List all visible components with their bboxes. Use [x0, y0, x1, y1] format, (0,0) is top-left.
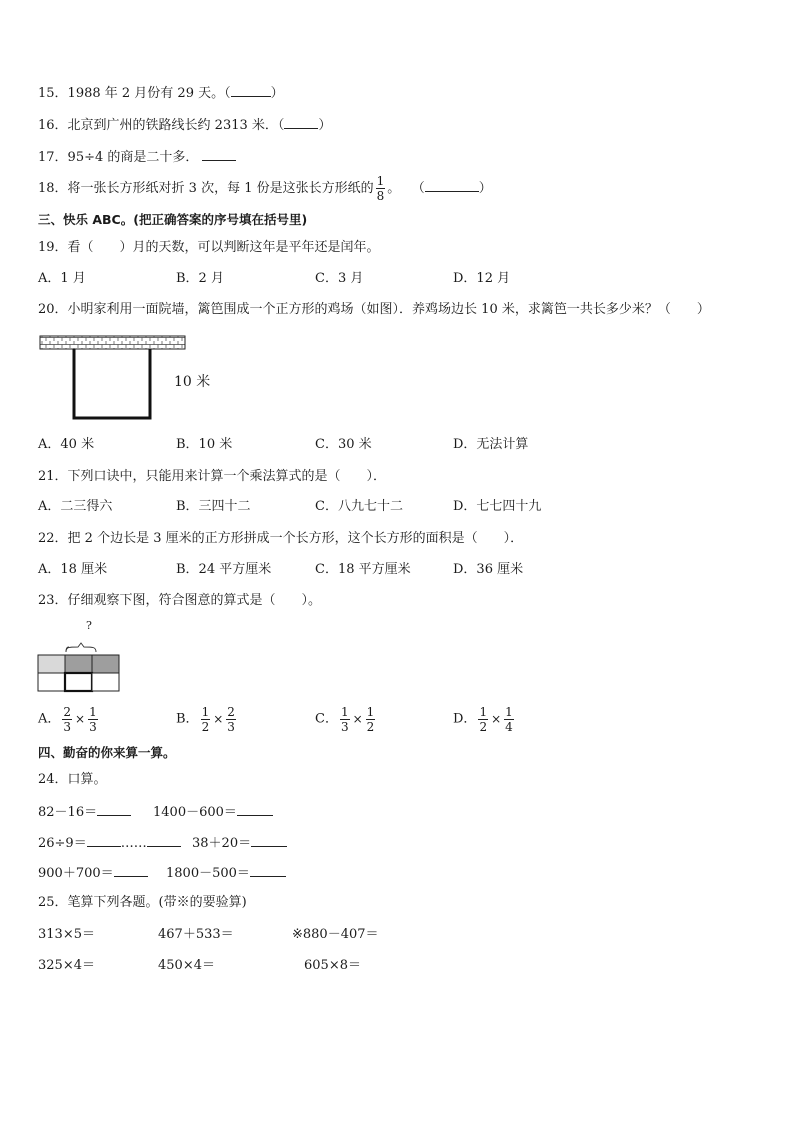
oral-calc-item: 38＋20＝: [192, 834, 287, 852]
grid-cell: [38, 673, 65, 691]
written-calc-item: 467＋533＝: [158, 927, 234, 942]
fence-shape: [74, 349, 150, 418]
written-calc-item: 313×5＝: [38, 927, 95, 942]
option-a[interactable]: A．40 米: [38, 437, 95, 452]
option-c[interactable]: C．3 月: [315, 271, 364, 286]
fraction: $\frac{1}{2}$: [479, 704, 488, 734]
option-c[interactable]: C． $\frac{1}{3}$ × $\frac{1}{2}$: [315, 704, 375, 734]
question-25-text: 25．笔算下列各题。(带※的要验算): [38, 895, 247, 910]
fraction: $\frac{1}{3}$: [89, 704, 97, 734]
option-b[interactable]: B．三四十二: [176, 499, 251, 514]
answer-blank[interactable]: [237, 803, 273, 816]
written-calc-item: ※880－407＝: [292, 927, 379, 942]
option-d[interactable]: D． $\frac{1}{2}$ × $\frac{1}{4}$: [453, 704, 513, 734]
answer-blank[interactable]: [202, 148, 236, 161]
written-calc-item: 325×4＝: [38, 958, 95, 973]
question-24-text: 24．口算。: [38, 772, 107, 787]
answer-blank[interactable]: [87, 834, 121, 847]
option-b[interactable]: B．24 平方厘米: [176, 562, 272, 577]
fraction: $\frac{1}{2}$: [201, 704, 210, 734]
answer-blank[interactable]: [251, 834, 287, 847]
answer-blank[interactable]: [97, 803, 131, 816]
option-d[interactable]: D．七七四十九: [453, 499, 542, 514]
question-16: 16．北京到广州的铁路线长约 2313 米．（ ）: [38, 118, 332, 133]
section-3-title: 三、快乐 ABC。(把正确答案的序号填在括号里): [38, 212, 308, 227]
answer-blank[interactable]: [425, 179, 479, 192]
grid-cell-shaded: [65, 655, 92, 673]
fraction: $\frac{1}{2}$: [366, 704, 375, 734]
oral-calc-item: 82－16＝: [38, 803, 131, 821]
option-a[interactable]: A．二三得六: [38, 499, 113, 514]
question-17: [38, 148, 236, 166]
grid-figure: [36, 636, 126, 694]
answer-blank[interactable]: [250, 864, 286, 877]
option-d[interactable]: D．36 厘米: [453, 562, 524, 577]
oral-calc-item: 1800－500＝: [166, 864, 286, 882]
option-a[interactable]: A． $\frac{2}{3}$ × $\frac{1}{3}$: [38, 704, 97, 734]
oral-calc-item: 900＋700＝: [38, 864, 148, 882]
question-21-text: 21．下列口诀中，只能用来计算一个乘法算式的是（ ）．: [38, 469, 387, 484]
oral-calc-item: 26÷9＝ ……: [38, 834, 181, 852]
option-d[interactable]: D．无法计算: [453, 437, 529, 452]
question-18-text: 18．将一张长方形纸对折 3 次，每 1 份是这张长方形纸的: [38, 181, 374, 196]
written-calc-item: 450×4＝: [158, 958, 215, 973]
option-c[interactable]: C．30 米: [315, 437, 372, 452]
answer-blank[interactable]: [284, 116, 318, 129]
figure-question-mark: ?: [86, 619, 92, 632]
question-18: 18．将一张长方形纸对折 3 次，每 1 份是这张长方形纸的 $\frac{1}{8}$ 。 （ ）: [38, 174, 492, 203]
question-23-text: 23．仔细观察下图，符合图意的算式是（ ）。: [38, 593, 322, 608]
fraction: $\frac{1}{4}$: [505, 704, 513, 734]
option-c[interactable]: C．18 平方厘米: [315, 562, 411, 577]
question-20-text: 20．小明家利用一面院墙，篱笆围成一个正方形的鸡场（如图）．养鸡场边长 10 米，求篱笆一共长多少米？（ ）: [38, 302, 710, 317]
figure-side-label: 10 米: [174, 374, 211, 390]
grid-cell-highlighted: [65, 673, 92, 691]
question-17-text: 17．95÷4 的商是二十多．: [38, 150, 199, 165]
question-15: 15．1988 年 2 月份有 29 天。（ ）: [38, 86, 284, 101]
question-22-text: 22．把 2 个边长是 3 厘米的正方形拼成一个长方形，这个长方形的面积是（ ）．: [38, 531, 524, 546]
fraction: $\frac{1}{3}$: [340, 704, 349, 734]
wall-shape: [40, 336, 185, 349]
question-16-text: 16．北京到广州的铁路线长约 2313 米．: [38, 118, 278, 133]
option-d[interactable]: D．12 月: [453, 271, 511, 286]
fraction: $\frac{2}{3}$: [63, 704, 72, 734]
option-a[interactable]: A．18 厘米: [38, 562, 108, 577]
answer-blank[interactable]: [114, 864, 148, 877]
written-calc-item: 605×8＝: [304, 958, 361, 973]
answer-blank[interactable]: [147, 834, 181, 847]
question-15-text: 15．1988 年 2 月份有 29 天。: [38, 86, 225, 101]
option-c[interactable]: C．八九七十二: [315, 499, 403, 514]
option-b[interactable]: B．10 米: [176, 437, 233, 452]
grid-cell-shaded: [92, 655, 119, 673]
fraction: $\frac{2}{3}$: [227, 704, 235, 734]
question-19-text: 19．看（ ）月的天数，可以判断这年是平年还是闰年。: [38, 240, 380, 255]
grid-cell: [92, 673, 119, 691]
grid-cell: [38, 655, 65, 673]
oral-calc-item: 1400－600＝: [153, 803, 273, 821]
option-b[interactable]: B．2 月: [176, 271, 224, 286]
section-4-title: 四、勤奋的你来算一算。: [38, 745, 176, 760]
option-a[interactable]: A．1 月: [38, 271, 86, 286]
answer-blank[interactable]: [231, 84, 271, 97]
brace-shape: [66, 643, 96, 652]
fraction: $\frac{1}{8}$: [376, 174, 385, 203]
option-b[interactable]: B． $\frac{1}{2}$ × $\frac{2}{3}$: [176, 704, 235, 734]
